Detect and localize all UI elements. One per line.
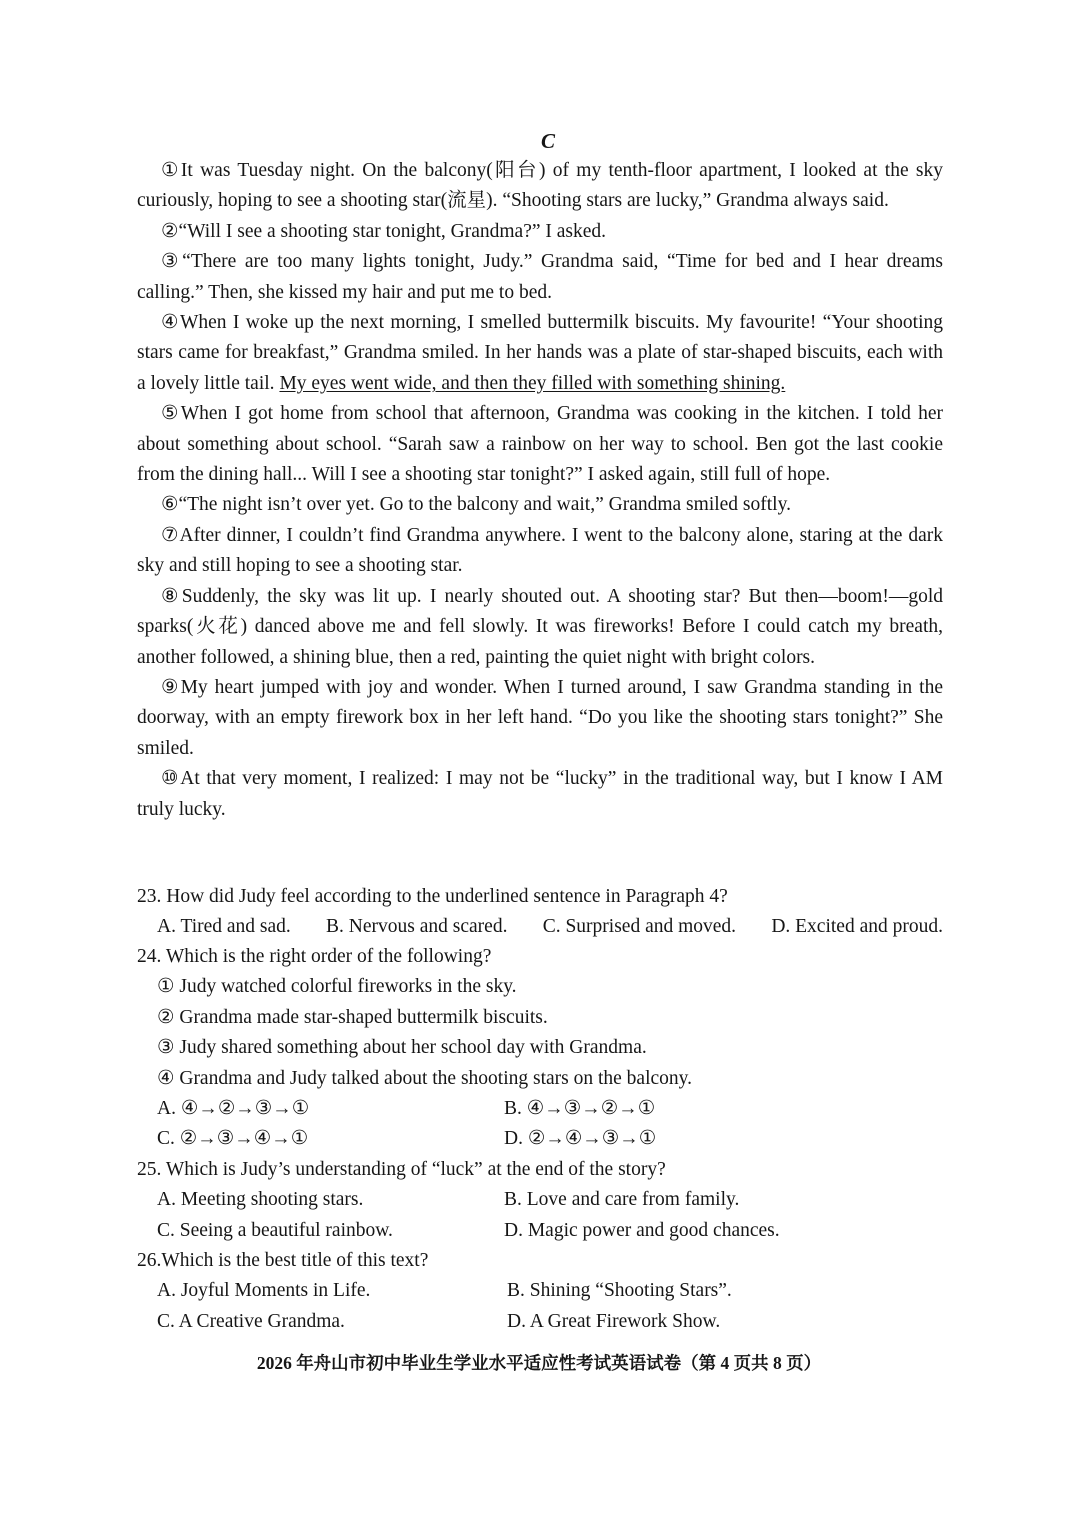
paragraph-text: ②“Will I see a shooting star tonight, Grandma?” I asked. [161,220,607,242]
option-d: D. A Great Firework Show. [507,1310,721,1332]
option-b: B. Shining “Shooting Stars”. [507,1280,732,1302]
paragraph-text: ⑨My heart jumped with joy and wonder. When I turned around, I saw Grandma standing in the doorway, with an empty firework box in her left hand. “Do you like the shooting stars tonight?” She smiled. [137,676,943,759]
option-a: A. Joyful Moments in Life. [157,1280,371,1302]
paragraph-8 [137,582,943,673]
question-stem: 25. Which is Judy’s understanding of “luck” at the end of the story? [137,1159,666,1180]
option-a: A. ④→②→③→① [157,1098,310,1120]
option-d: D. Excited and proud. [771,916,943,938]
option-c: C. A Creative Grandma. [157,1310,345,1332]
paragraph-4 [137,308,943,399]
option-row [137,1276,957,1306]
question-23 [137,882,957,943]
paragraph-5 [137,399,943,490]
question-26 [137,1246,957,1337]
paragraph-6 [137,490,943,520]
option-row [137,1216,957,1246]
option-row [137,1307,957,1337]
page-footer: 2026 年舟山市初中毕业生学业水平适应性考试英语试卷（第 4 页共 8 页） [256,1353,822,1373]
event-2: ② Grandma made star-shaped buttermilk biscuits. [157,1006,548,1028]
option-row [137,1094,957,1124]
paragraph-text: ④When I woke up the next morning, I smelled buttermilk biscuits. My favourite! “Your shooting stars came for breakfast,” Grandma smiled. In her hands was a plate of star-shaped biscuits, each with a lovely little tail. [137,312,943,394]
question-25 [137,1155,957,1246]
paragraph-text: ⑦After dinner, I couldn’t find Grandma anywhere. I went to the balcony alone, staring at the dark sky and still hoping to see a shooting star. [137,524,943,577]
option-row [137,1124,957,1154]
paragraph-10 [137,764,943,825]
question-stem: 23. How did Judy feel according to the underlined sentence in Paragraph 4? [137,886,728,907]
question-stem: 24. Which is the right order of the following? [137,946,492,967]
paragraph-7 [137,521,943,582]
option-a: A. Tired and sad. [157,916,291,938]
paragraph-1 [137,156,943,217]
paragraph-text: ⑥“The night isn’t over yet. Go to the balcony and wait,” Grandma smiled softly. [161,494,791,516]
option-d: D. Magic power and good chances. [504,1219,780,1241]
paragraph-3 [137,247,943,308]
option-b: B. Nervous and scared. [326,916,508,938]
event-4: ④ Grandma and Judy talked about the shooting stars on the balcony. [157,1067,693,1089]
paragraph-text: ⑩At that very moment, I realized: I may not be “lucky” in the traditional way, but I know I AM truly lucky. [137,768,943,820]
option-row [137,1185,957,1215]
paragraph-text: ①It was Tuesday night. On the balcony(阳台) of my tenth-floor apartment, I looked at the sky curiously, hoping to see a shooting star(流星). “Shooting stars are lucky,” Grandma always said. [137,160,943,212]
option-c: C. Seeing a beautiful rainbow. [157,1219,393,1241]
option-b: B. Love and care from family. [504,1189,740,1211]
option-b: B. ④→③→②→① [504,1098,656,1120]
underlined-sentence: My eyes went wide, and then they filled with something shining. [279,372,786,394]
option-c: C. ②→③→④→① [157,1128,309,1150]
question-24 [137,942,957,1155]
option-a: A. Meeting shooting stars. [157,1189,364,1211]
reading-passage [137,156,943,825]
section-heading: C [540,129,555,153]
paragraph-text: ⑧Suddenly, the sky was lit up. I nearly shouted out. A shooting star? But then—boom!—gold sparks(火花) danced above me and fell slowly. It was fireworks! Before I could catch my breath, another followed, a shining blue, then a red, painting the quiet night with bright colors. [137,585,943,668]
paragraph-9 [137,673,943,764]
option-d: D. ②→④→③→① [504,1128,657,1150]
question-stem: 26.Which is the best title of this text? [137,1250,429,1271]
option-row [137,912,943,942]
option-c: C. Surprised and moved. [542,916,737,938]
paragraph-text: ③“There are too many lights tonight, Judy.” Grandma said, “Time for bed and I hear dreams calling.” Then, she kissed my hair and put me to bed. [137,251,943,303]
paragraph-2 [137,217,943,247]
paragraph-text: ⑤When I got home from school that afternoon, Grandma was cooking in the kitchen. I told her about something about school. “Sarah saw a rainbow on her way to school. Ben got the last cookie from the dining hall... Will I see a shooting star tonight?” I asked again, still full of hope. [137,403,943,486]
event-1: ① Judy watched colorful fireworks in the sky. [157,976,517,998]
event-3: ③ Judy shared something about her school day with Grandma. [157,1037,647,1059]
